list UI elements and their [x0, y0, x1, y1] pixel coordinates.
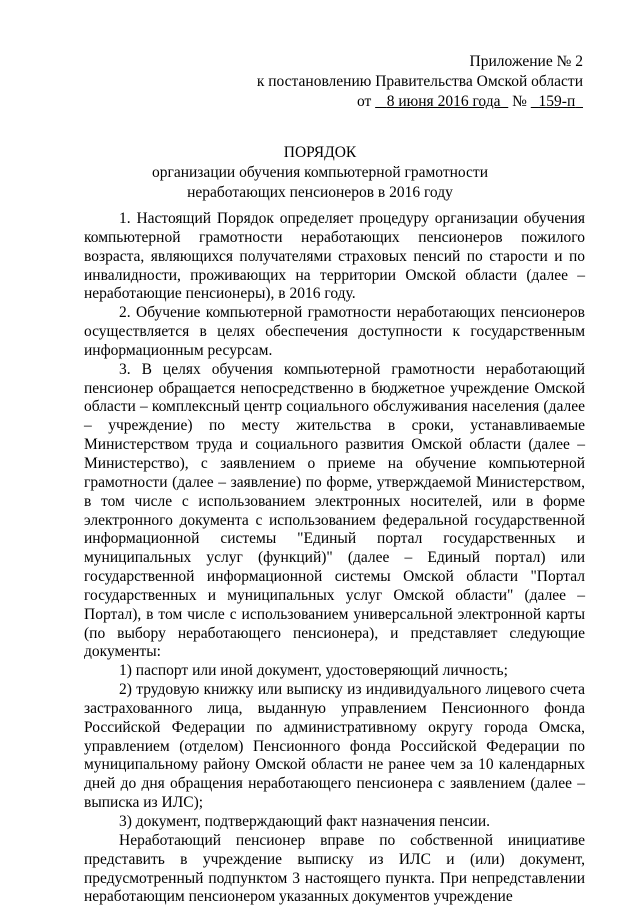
title-heading: ПОРЯДОК: [283, 144, 357, 161]
appendix-date-line: [257, 92, 583, 112]
title-subtitle-line2: неработающих пенсионеров в 2016 году: [187, 184, 453, 201]
from-label: от: [356, 93, 372, 110]
list-item-3: 3) документ, подтверждающий факт назначения пенсии.: [119, 813, 491, 830]
appendix-block: [257, 52, 583, 112]
appendix-number: Приложение № 2: [469, 53, 583, 70]
appendix-reference: к постановлению Правительства Омской области: [256, 73, 583, 90]
document-body: [84, 210, 585, 907]
document-title: [60, 143, 580, 203]
paragraph-3: 3. В целях обучения компьютерной грамотности неработающий пенсионер обращается непосредственно в бюджетное учреждение Омской области – комплексный центр социального обслуживания населения (далее – учреждение) по месту жительства в сроки, устанавливаемые Министерством труда и социального развития Омской области (далее – Министерство), с заявлением о приеме на обучение компьютерной грамотности (далее – заявление) по форме, утверждаемой Министерством, в том числе с использованием электронных носителей, или в форме электронного документа с использованием федеральной государственной информационной системы "Единый портал государственных и муниципальных услуг (функций)" (далее – Единый портал) или государственной информационной системы Омской области "Портал государственных и муниципальных услуг Омской области" (далее – Портал), в том числе с использованием универсальной электронной карты (по выбору неработающего пенсионера), и представляет следующие документы:: [84, 360, 585, 661]
paragraph-4: Неработающий пенсионер вправе по собственной инициативе представить в учреждение выписку из ИЛС и (или) документ, предусмотренный подпунктом 3 настоящего пункта. При непредставлении неработающим пенсионером указанных документов учреждение: [84, 831, 585, 906]
resolution-number: 159-п: [538, 93, 576, 110]
number-label: №: [512, 93, 527, 110]
paragraph-2: 2. Обучение компьютерной грамотности неработающих пенсионеров осуществляется в целях обеспечения доступности к государственным информационным ресурсам.: [84, 304, 585, 359]
paragraph-1: 1. Настоящий Порядок определяет процедуру организации обучения компьютерной грамотности неработающих пенсионеров пожилого возраста, являющихся получателями страховых пенсий по старости и по инвалидности, проживающих на территории Омской области (далее – неработающие пенсионеры), в 2016 году.: [84, 210, 585, 303]
list-item-2: 2) трудовую книжку или выписку из индивидуального лицевого счета застрахованного лица, выданную управлением Пенсионного фонда Российской Федерации по административному округу города Омска, управлением (отделом) Пенсионного фонда Российской Федерации по муниципальному району Омской области не ранее чем за 10 календарных дней до дня обращения неработающего пенсионера с заявлением (далее – выписка из ИЛС);: [84, 681, 585, 812]
resolution-date: 8 июня 2016 года: [386, 93, 501, 110]
list-item-1: 1) паспорт или иной документ, удостоверяющий личность;: [119, 662, 508, 680]
title-subtitle-line1: организации обучения компьютерной грамотности: [151, 164, 488, 181]
